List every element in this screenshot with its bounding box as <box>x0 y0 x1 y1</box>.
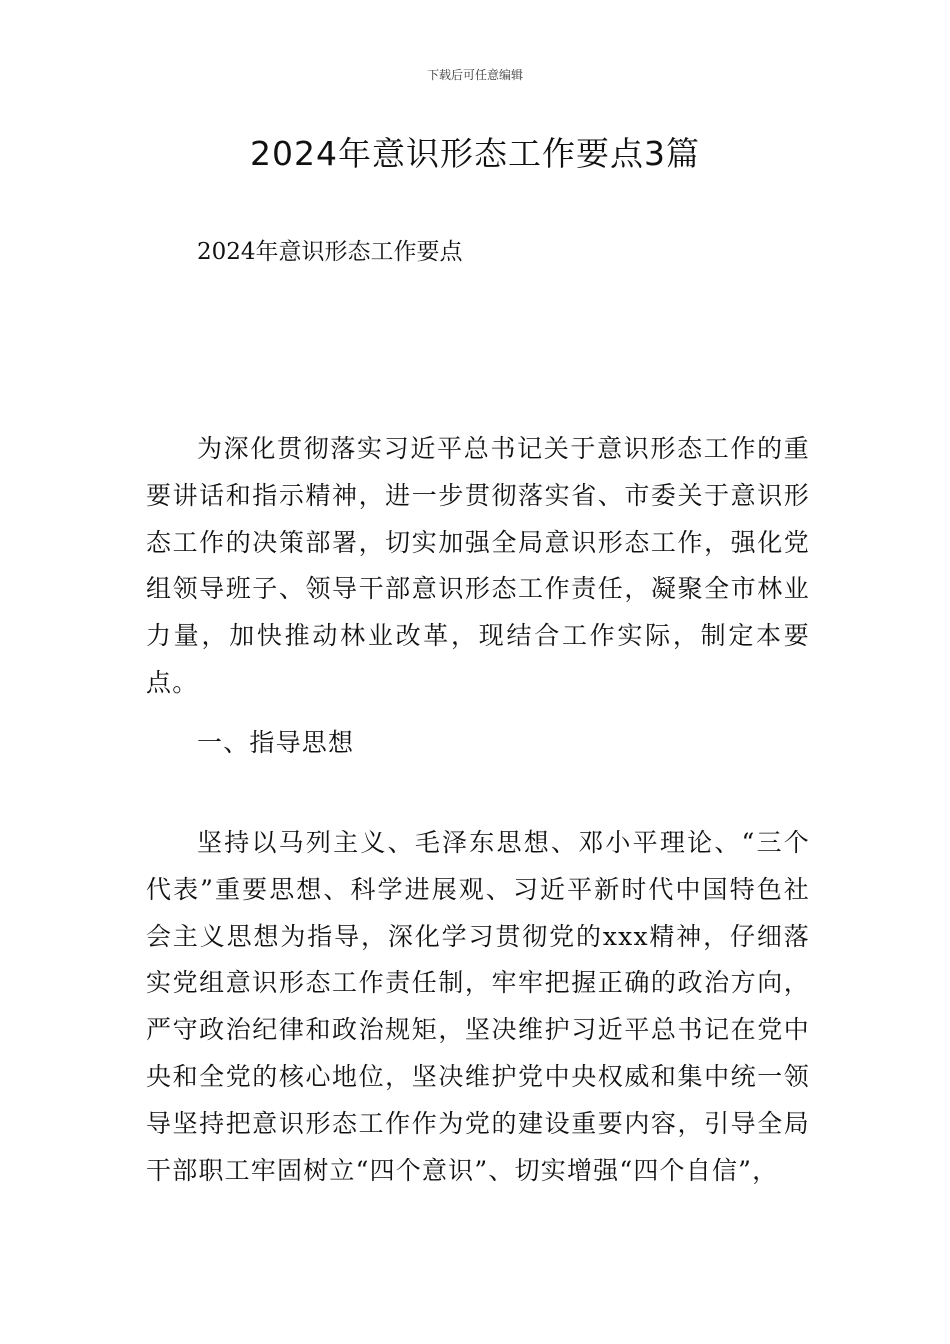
intro-paragraph: 为深化贯彻落实习近平总书记关于意识形态工作的重要讲话和指示精神，进一步贯彻落实省、市委关于意识形态工作的决策部署，切实加强全局意识形态工作，强化党组领导班子、领导干部意识形态工作责任，凝聚全市林业力量，加快推动林业改革，现结合工作实际，制定本要点。 <box>146 434 810 697</box>
document-title: 2024年意识形态工作要点3篇 <box>250 134 700 173</box>
guiding-thought-paragraph: 坚持以马列主义、毛泽东思想、邓小平理论、“三个代表”重要思想、科学进展观、习近平新时代中国特色社会主义思想为指导，深化学习贯彻党的xxx精神，仔细落实党组意识形态工作责任制，牢牢把握正确的政治方向，严守政治纪律和政治规矩，坚决维护习近平总书记在党中央和全党的核心地位，坚决维护党中央权威和集中统一领导坚持把意识形态工作作为党的建设重要内容，引导全局干部职工牢固树立“四个意识”、切实增强“四个自信”， <box>146 828 810 1185</box>
section-heading-guiding-thought: 一、指导思想 <box>197 728 355 757</box>
header-note: 下载后可任意编辑 <box>426 68 523 82</box>
document-subtitle: 2024年意识形态工作要点 <box>197 239 463 265</box>
